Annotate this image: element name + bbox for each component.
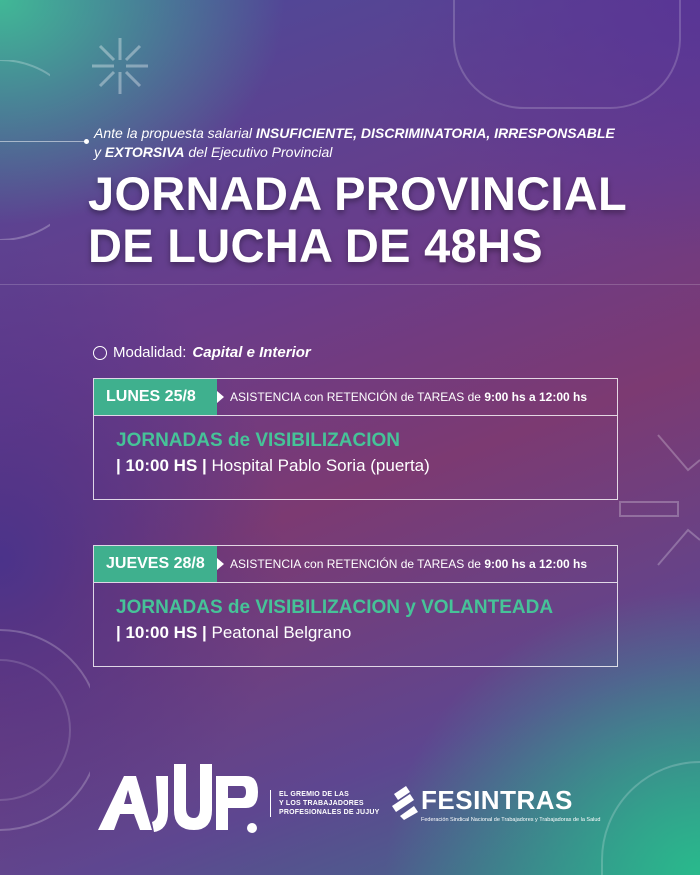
day-info-time: 9:00 hs a 12:00 hs: [484, 557, 588, 571]
title-line2: DE LUCHA DE 48HS: [88, 219, 543, 272]
event-title: JORNADAS de VISIBILIZACION y VOLANTEADA: [116, 597, 554, 618]
day-info-time: 9:00 hs a 12:00 hs: [484, 390, 588, 404]
day-tag: JUEVES 28/8: [94, 546, 217, 582]
asterisk-decoration-icon: [88, 34, 152, 98]
day-info-pre: ASISTENCIA con RETENCIÓN de TAREAS de: [230, 390, 485, 404]
day-info-pre: ASISTENCIA con RETENCIÓN de TAREAS de: [230, 557, 485, 571]
intro-text: [94, 124, 654, 162]
day-tag: LUNES 25/8: [94, 379, 217, 415]
intro-bold2: EXTORSIVA: [104, 144, 185, 160]
event-title: JORNADAS de VISIBILIZACION: [116, 430, 400, 451]
bottom-right-arc-decoration-icon: [600, 760, 700, 875]
radio-icon: [93, 346, 107, 360]
arc-decoration-icon: [452, 0, 682, 110]
event-place: Peatonal Belgrano: [206, 623, 352, 642]
fesintras-name: FESINTRAS: [421, 785, 573, 815]
fesintras-logo-icon: [390, 784, 420, 820]
ajuup-logo-icon: [96, 752, 261, 852]
day-row-lunes: [93, 378, 618, 416]
day-info: [230, 390, 587, 404]
event-box-jueves: [93, 583, 618, 667]
page-title: [88, 168, 688, 272]
ajuup-tagline-1: EL GREMIO DE LAS: [279, 791, 349, 798]
event-place: Hospital Pablo Soria (puerta): [206, 456, 430, 475]
modalidad-label: Modalidad:: [113, 344, 187, 361]
divider: [0, 284, 700, 285]
modalidad: [93, 344, 311, 361]
event-detail: [116, 454, 595, 478]
day-info: [230, 557, 587, 571]
event-time: | 10:00 HS |: [116, 623, 207, 642]
event-detail: [116, 621, 595, 645]
intro-mid: y: [94, 144, 105, 160]
ajuup-tagline: [270, 790, 379, 817]
ajuup-tagline-2: Y LOS TRABAJADORES: [279, 800, 364, 807]
ring-decoration-icon: [0, 620, 90, 840]
title-line1: JORNADA PROVINCIAL: [88, 167, 627, 220]
intro-post: del Ejecutivo Provincial: [184, 144, 333, 160]
asterisk-outline-decoration-icon: [618, 430, 700, 570]
intro-pre: Ante la propuesta salarial: [94, 125, 256, 141]
intro-bold1: INSUFICIENTE, DISCRIMINATORIA, IRRESPONSABLE: [255, 125, 615, 141]
header-line: [0, 141, 86, 142]
arrow-right-icon: [217, 558, 224, 570]
fesintras-subtitle: Federación Sindical Nacional de Trabajadores y Trabajadoras de la Salud: [421, 817, 601, 823]
arrow-right-icon: [217, 391, 224, 403]
ajuup-tagline-3: PROFESIONALES DE JUJUY: [279, 809, 380, 816]
modalidad-value: Capital e Interior: [192, 344, 311, 361]
circle-decoration-icon: [0, 60, 50, 240]
event-box-lunes: [93, 416, 618, 500]
day-row-jueves: [93, 545, 618, 583]
event-time: | 10:00 HS |: [116, 456, 207, 475]
